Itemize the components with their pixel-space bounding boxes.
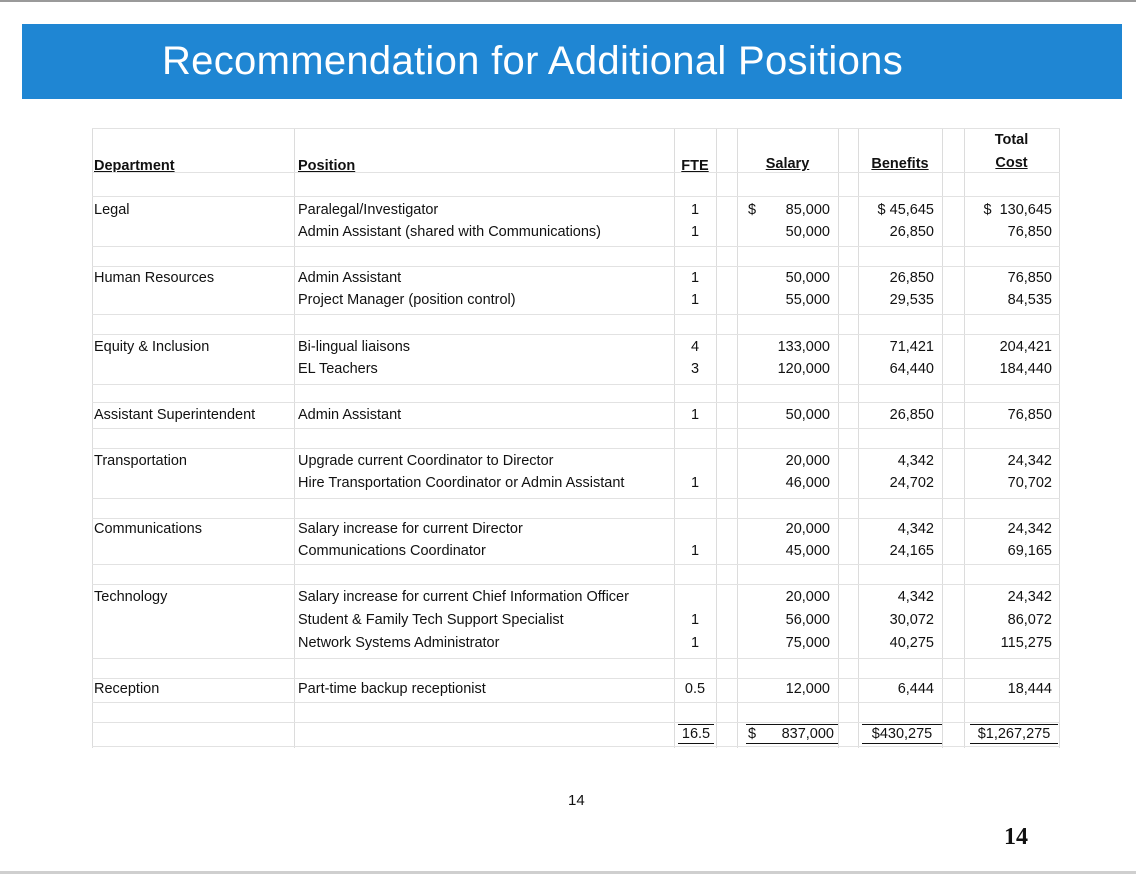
total-cost-cell: 24,342 (1007, 589, 1052, 605)
position-cell: Upgrade current Coordinator to Director (298, 453, 554, 469)
grid-line (92, 196, 1060, 197)
benefits-cell: 26,850 (889, 224, 934, 240)
header-department: Department (94, 158, 175, 174)
header-position: Position (298, 158, 356, 174)
salary-cell: 20,000 (785, 453, 830, 469)
grid-line (737, 128, 738, 748)
total-benefits: $430,275 (862, 724, 942, 744)
benefits-cell: 71,421 (889, 339, 934, 355)
position-cell: Project Manager (position control) (298, 292, 516, 308)
grid-line (92, 384, 1060, 385)
grid-line (716, 128, 717, 748)
position-cell: Part-time backup receptionist (298, 681, 486, 697)
fte-cell: 4 (690, 339, 700, 355)
benefits-cell: 24,702 (889, 475, 934, 491)
department-cell: Legal (94, 202, 130, 218)
benefits-cell: 64,440 (889, 361, 934, 377)
department-cell: Transportation (94, 453, 187, 469)
benefits-cell: 4,342 (897, 453, 934, 469)
header-salary: Salary (765, 156, 810, 172)
position-cell: Network Systems Administrator (298, 635, 500, 651)
grid-line (92, 246, 1060, 247)
fte-cell: 1 (690, 407, 700, 423)
benefits-cell: 24,165 (889, 543, 934, 559)
salary-cell: 50,000 (785, 224, 830, 240)
positions-table (92, 128, 1060, 748)
salary-cell: 133,000 (777, 339, 830, 355)
grid-line (92, 172, 1060, 173)
salary-cell: 50,000 (785, 270, 830, 286)
page-number-small: 14 (568, 792, 585, 809)
department-cell: Reception (94, 681, 160, 697)
total-cost-cell: 115,275 (1000, 635, 1052, 651)
salary-cell: 75,000 (785, 635, 830, 651)
department-cell: Communications (94, 521, 202, 537)
salary-cell: 55,000 (785, 292, 830, 308)
slide-title: Recommendation for Additional Positions (22, 24, 1122, 99)
grid-line (92, 128, 93, 748)
salary-cell: 20,000 (785, 521, 830, 537)
benefits-cell: 26,850 (889, 270, 934, 286)
benefits-cell: 30,072 (889, 612, 934, 628)
salary-cell: 46,000 (785, 475, 830, 491)
grid-line (92, 266, 1060, 267)
benefits-cell: 4,342 (897, 521, 934, 537)
fte-cell: 1 (690, 202, 700, 218)
department-cell: Equity & Inclusion (94, 339, 210, 355)
grid-line (92, 564, 1060, 565)
header-total-line2: Cost (995, 155, 1028, 171)
grid-line (294, 128, 295, 748)
grid-line (92, 428, 1060, 429)
position-cell: Bi-lingual liaisons (298, 339, 411, 355)
salary-cell: 45,000 (785, 543, 830, 559)
salary-cell: 120,000 (777, 361, 830, 377)
header-benefits: Benefits (871, 156, 929, 172)
fte-cell: 1 (690, 270, 700, 286)
benefits-cell: 4,342 (897, 589, 934, 605)
total-cost-cell: 84,535 (1007, 292, 1052, 308)
grid-line (92, 702, 1060, 703)
fte-cell: 1 (690, 543, 700, 559)
top-border (0, 0, 1136, 2)
salary-cell: 12,000 (785, 681, 830, 697)
grid-line (92, 518, 1060, 519)
position-cell: Student & Family Tech Support Specialist (298, 612, 564, 628)
total-cost-cell: 76,850 (1007, 270, 1052, 286)
position-cell: Admin Assistant (298, 407, 402, 423)
page-number-large: 14 (1004, 824, 1028, 850)
grid-line (964, 128, 965, 748)
fte-cell: 1 (690, 475, 700, 491)
grid-line (92, 498, 1060, 499)
salary-symbol-cell: $ (748, 202, 757, 218)
total-cost-cell: 86,072 (1007, 612, 1052, 628)
position-cell: Admin Assistant (298, 270, 402, 286)
benefits-cell: 6,444 (897, 681, 934, 697)
benefits-cell: 29,535 (889, 292, 934, 308)
grid-line (92, 402, 1060, 403)
total-cost-cell: 76,850 (1007, 224, 1052, 240)
grid-line (92, 658, 1060, 659)
grid-line (92, 584, 1060, 585)
grid-line (92, 746, 1060, 747)
total-salary: 837,000 (781, 726, 834, 742)
position-cell: Salary increase for current Director (298, 521, 523, 537)
grid-line (92, 678, 1060, 679)
position-cell: Communications Coordinator (298, 543, 486, 559)
position-cell: Paralegal/Investigator (298, 202, 439, 218)
grid-line (92, 448, 1060, 449)
fte-cell: 3 (690, 361, 700, 377)
fte-cell: 1 (690, 224, 700, 240)
total-cost-cell: 24,342 (1007, 521, 1052, 537)
benefits-cell: $ 45,645 (877, 202, 934, 218)
benefits-cell: 40,275 (889, 635, 934, 651)
grid-line (92, 128, 1060, 129)
total-salary-symbol: $ (748, 726, 757, 742)
salary-cell: 85,000 (785, 202, 830, 218)
position-cell: EL Teachers (298, 361, 378, 377)
total-fte: 16.5 (678, 724, 714, 744)
total-cost-cell: 76,850 (1007, 407, 1052, 423)
total-salary-cell (746, 724, 838, 744)
fte-cell: 0.5 (684, 681, 706, 697)
fte-cell: 1 (690, 612, 700, 628)
salary-cell: 20,000 (785, 589, 830, 605)
position-cell: Hire Transportation Coordinator or Admin Assistant (298, 475, 625, 491)
total-cost-cell: 69,165 (1007, 543, 1052, 559)
fte-cell: 1 (690, 635, 700, 651)
salary-cell: 50,000 (785, 407, 830, 423)
salary-cell: 56,000 (785, 612, 830, 628)
grid-line (838, 128, 839, 748)
total-cost-cell: $ 130,645 (983, 202, 1052, 218)
department-cell: Assistant Superintendent (94, 407, 256, 423)
total-cost-cell: 70,702 (1007, 475, 1052, 491)
grid-line (1059, 128, 1060, 748)
total-cost-cell: 204,421 (999, 339, 1052, 355)
total-cost: $1,267,275 (970, 724, 1058, 744)
header-fte: FTE (681, 158, 709, 174)
header-total-line1: Total (994, 132, 1029, 148)
total-cost-cell: 24,342 (1007, 453, 1052, 469)
grid-line (92, 314, 1060, 315)
grid-line (674, 128, 675, 748)
benefits-cell: 26,850 (889, 407, 934, 423)
grid-line (92, 722, 1060, 723)
position-cell: Salary increase for current Chief Information Officer (298, 589, 629, 605)
grid-line (942, 128, 943, 748)
grid-line (858, 128, 859, 748)
total-cost-cell: 184,440 (999, 361, 1052, 377)
grid-line (92, 334, 1060, 335)
total-cost-cell: 18,444 (1007, 681, 1052, 697)
department-cell: Technology (94, 589, 168, 605)
fte-cell: 1 (690, 292, 700, 308)
position-cell: Admin Assistant (shared with Communications) (298, 224, 602, 240)
department-cell: Human Resources (94, 270, 215, 286)
